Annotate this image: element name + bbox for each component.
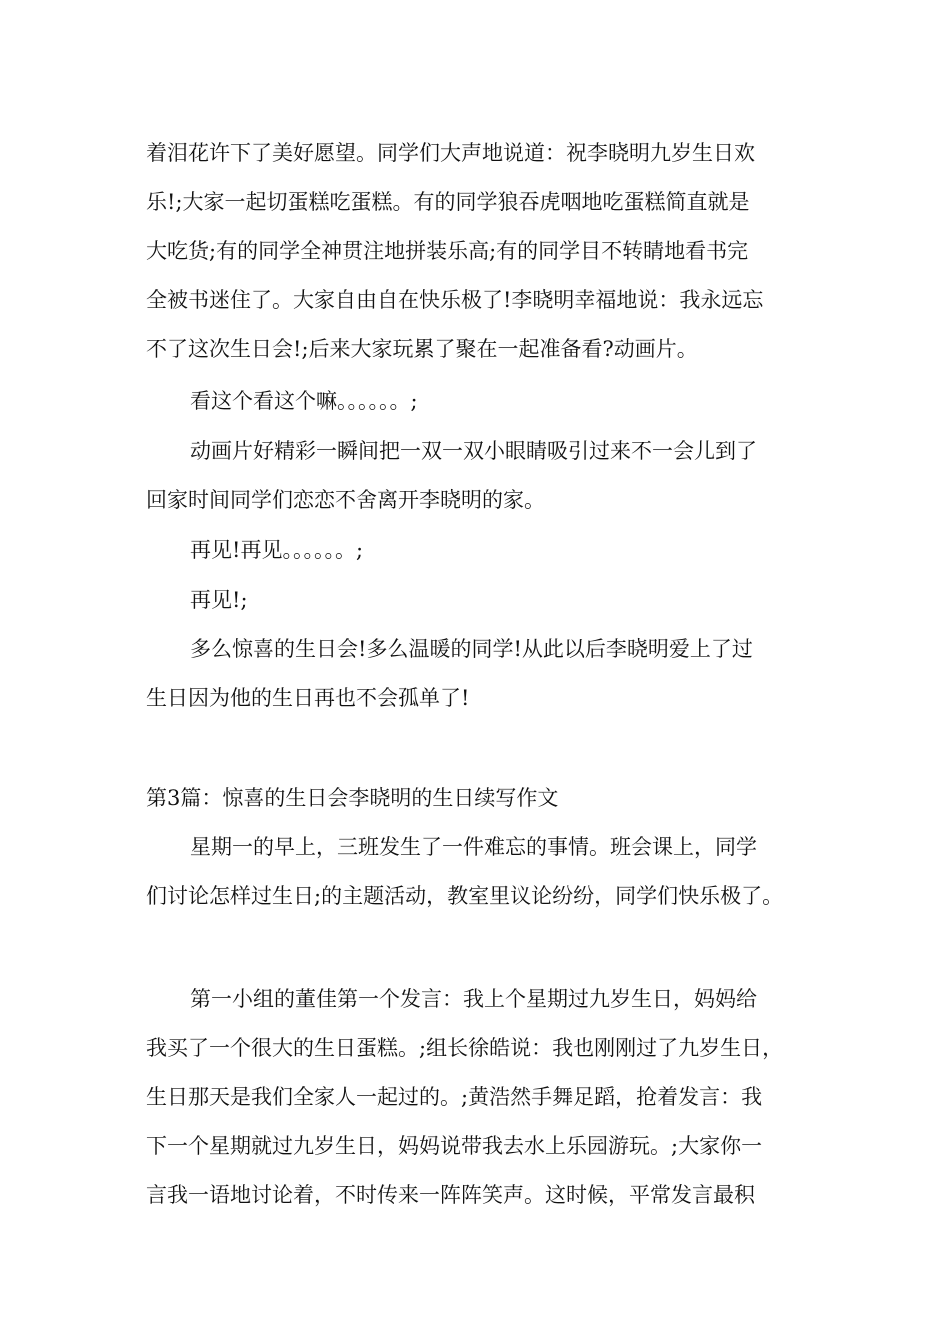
text-line: 动画片好精彩一瞬间把一双一双小眼睛吸引过来不一会儿到了 <box>190 439 757 463</box>
section-heading: 第3篇：惊喜的生日会李晓明的生日续写作文 <box>146 786 559 810</box>
text-line: 再见!再见。。。。。。; <box>190 538 364 562</box>
text-line: 看这个看这个嘛。。。。。。; <box>190 389 418 413</box>
text-line: 生日因为他的生日再也不会孤单了! <box>146 686 470 710</box>
text-line: 着泪花许下了美好愿望。同学们大声地说道：祝李晓明九岁生日欢 <box>146 141 755 165</box>
text-line: 大吃货;有的同学全神贯注地拼装乐高;有的同学目不转睛地看书完 <box>146 239 749 263</box>
text-line: 不了这次生日会!;后来大家玩累了聚在一起准备看?动画片。 <box>146 337 698 361</box>
text-line: 我买了一个很大的生日蛋糕。;组长徐皓说：我也刚刚过了九岁生日， <box>146 1036 784 1060</box>
text-line: 们讨论怎样过生日;的主题活动，教室里议论纷纷，同学们快乐极了。 <box>146 884 784 908</box>
text-line: 回家时间同学们恋恋不舍离开李晓明的家。 <box>146 488 545 512</box>
text-line: 第一小组的董佳第一个发言：我上个星期过九岁生日，妈妈给 <box>190 987 757 1011</box>
text-line: 全被书迷住了。大家自由自在快乐极了!李晓明幸福地说：我永远忘 <box>146 288 764 312</box>
text-line: 生日那天是我们全家人一起过的。;黄浩然手舞足蹈，抢着发言：我 <box>146 1085 763 1109</box>
text-line: 星期一的早上，三班发生了一件难忘的事情。班会课上，同学 <box>190 835 757 859</box>
text-line: 乐!;大家一起切蛋糕吃蛋糕。有的同学狼吞虎咽地吃蛋糕简直就是 <box>146 190 750 214</box>
text-line: 再见!; <box>190 588 248 612</box>
text-line: 多么惊喜的生日会!多么温暖的同学!从此以后李晓明爱上了过 <box>190 637 753 661</box>
text-line: 言我一语地讨论着，不时传来一阵阵笑声。这时候，平常发言最积 <box>146 1183 755 1207</box>
text-line: 下一个星期就过九岁生日，妈妈说带我去水上乐园游玩。;大家你一 <box>146 1134 763 1158</box>
